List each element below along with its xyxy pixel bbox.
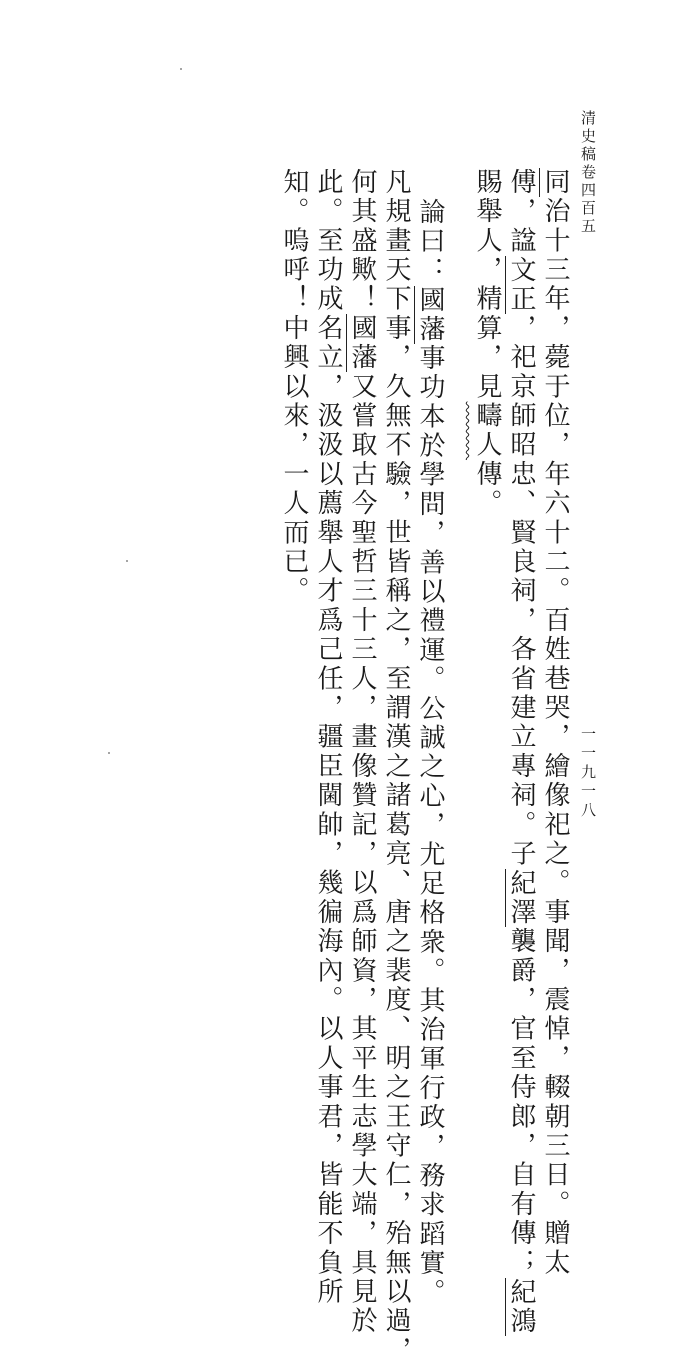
page-number: 一一九一八 xyxy=(579,726,597,821)
proper-name-mark: 國藩 xyxy=(347,314,377,373)
text-run: 傳。 xyxy=(472,460,502,519)
text-column-8 xyxy=(279,168,309,606)
scan-speck xyxy=(126,560,128,562)
proper-name-mark: 同 xyxy=(540,168,570,198)
text-column-7 xyxy=(313,168,343,1307)
text-column-2 xyxy=(506,168,536,1336)
text-run: 襲爵，官至侍郎，自有傳； xyxy=(506,927,536,1278)
text-column-5 xyxy=(381,168,411,1365)
proper-name-mark: 文正 xyxy=(506,255,536,315)
text-run: 知。嗚呼！中興以來，一人而已。 xyxy=(279,168,309,606)
running-head: 清史稿卷四百五 xyxy=(579,110,597,236)
proper-name-mark: 紀澤 xyxy=(506,868,536,928)
text-column-1 xyxy=(540,168,570,1278)
text-run: 論曰： xyxy=(415,198,445,286)
text-column-4 xyxy=(415,198,445,1308)
scan-speck xyxy=(180,68,182,70)
text-run: ，祀京師昭忠、賢良祠，各省建立專祠。子 xyxy=(506,314,536,869)
text-run: 何其盛歟！ xyxy=(347,168,377,314)
text-column-6 xyxy=(347,168,377,1336)
scan-speck xyxy=(108,752,110,754)
text-run: 賜舉人，精算，見 xyxy=(472,168,502,402)
proper-name-mark: 紀鴻 xyxy=(506,1277,536,1337)
text-run: 凡規畫天下事，久無不驗，世皆稱之，至謂漢之諸葛亮、唐之裴度、明之王守仁，殆無以過， xyxy=(381,168,411,1365)
book-title-mark: 疇人 xyxy=(472,401,502,461)
text-run: 此。至功成名立，汲汲以薦舉人才爲己任，疆臣閫帥，幾徧海內。以人事君，皆能不負所 xyxy=(313,168,343,1307)
text-column-3 xyxy=(472,168,502,518)
text-run: 又嘗取古今聖哲三十三人，畫像贊記，以爲師資，其平生志學大端，具見於 xyxy=(347,372,377,1337)
proper-name-mark: 國藩 xyxy=(415,285,445,345)
text-run: 事功本於學問，善以禮運。公誠之心，尤足格衆。其治軍行政，務求蹈實。 xyxy=(415,344,445,1308)
text-run: 傅，諡 xyxy=(506,168,536,256)
text-run: 治十三年，薨于位，年六十二。百姓巷哭，繪像祀之。事聞，震悼，輟朝三日。贈太 xyxy=(540,197,570,1278)
